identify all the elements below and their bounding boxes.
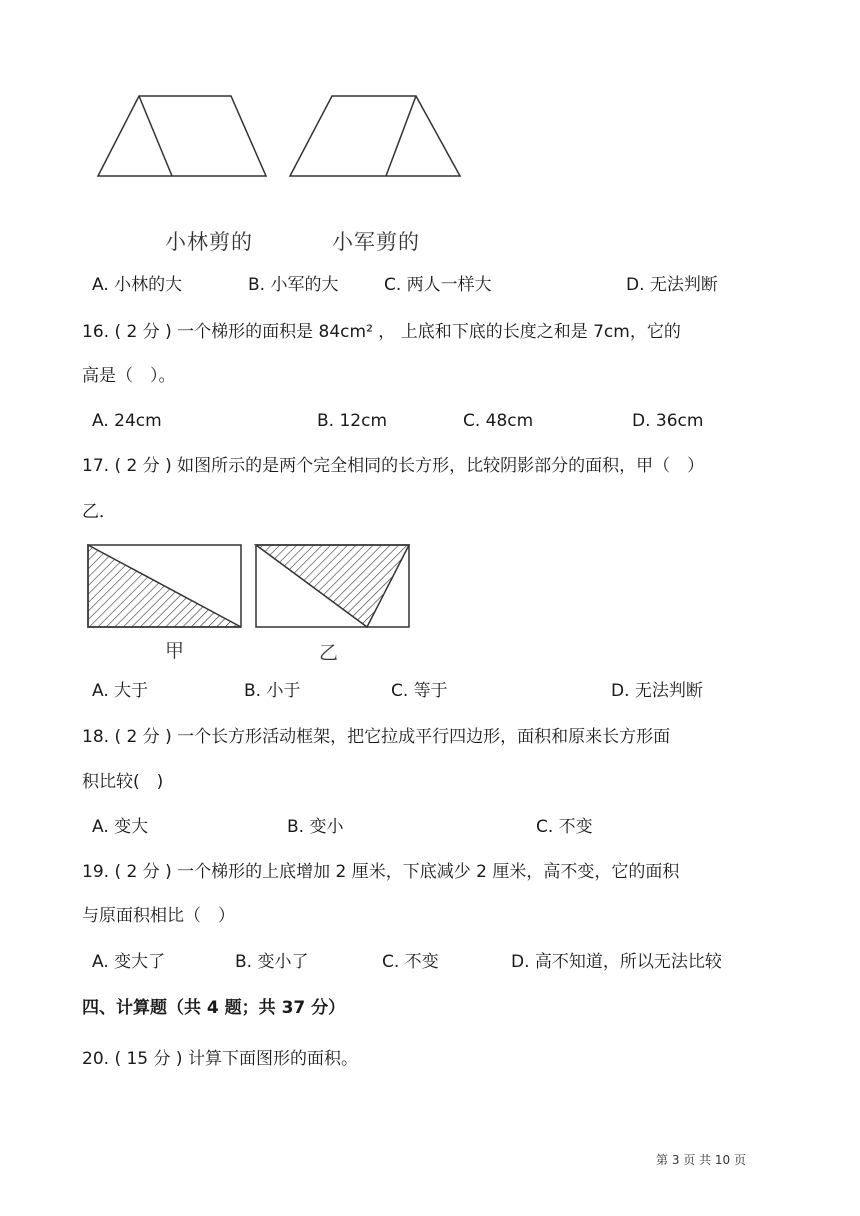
- rectangle-figure-yi: [255, 544, 415, 634]
- rectangle-figure-jia: [87, 544, 247, 634]
- q17-option-d: D. 无法判断: [611, 681, 703, 701]
- caption-xiaojun: 小军剪的: [332, 230, 420, 254]
- q18-option-a: A. 变大: [92, 817, 149, 837]
- q15-option-c: C. 两人一样大: [384, 275, 492, 295]
- q16-stem-line1: 16. ( 2 分 ) 一个梯形的面积是 84cm² ， 上底和下底的长度之和是 7cm，它的: [82, 322, 681, 342]
- q20-stem-line1: 20. ( 15 分 ) 计算下面图形的面积。: [82, 1049, 358, 1069]
- q15-option-b: B. 小军的大: [248, 275, 339, 295]
- q16-option-a: A. 24cm: [92, 411, 162, 431]
- section-heading: 四、计算题（共 4 题；共 37 分）: [82, 998, 346, 1018]
- q17-option-a: A. 大于: [92, 681, 149, 701]
- q18-option-c: C. 不变: [536, 817, 593, 837]
- q15-option-d: D. 无法判断: [626, 275, 718, 295]
- q18-option-b: B. 变小: [287, 817, 344, 837]
- q19-stem-line2: 与原面积相比（ ）: [82, 906, 235, 926]
- q16-option-c: C. 48cm: [463, 411, 534, 431]
- q17-stem-line2: 乙．: [82, 502, 116, 522]
- label-jia: 甲: [165, 640, 186, 662]
- q18-stem-line1: 18. ( 2 分 ) 一个长方形活动框架，把它拉成平行四边形，面积和原来长方形面: [82, 727, 671, 747]
- q19-stem-line1: 19. ( 2 分 ) 一个梯形的上底增加 2 厘米，下底减少 2 厘米，高不变，它的面积: [82, 862, 680, 882]
- trapezoid-figure-xiaojun: [288, 94, 468, 184]
- q16-option-b: B. 12cm: [317, 411, 388, 431]
- trapezoid-figure-xiaolin: [95, 94, 275, 184]
- caption-xiaolin: 小林剪的: [165, 230, 253, 254]
- q18-stem-line2: 积比较( ): [82, 772, 164, 792]
- q19-option-c: C. 不变: [382, 952, 439, 972]
- q15-option-a: A. 小林的大: [92, 275, 183, 295]
- q16-option-d: D. 36cm: [632, 411, 704, 431]
- q19-option-a: A. 变大了: [92, 952, 166, 972]
- q19-option-d: D. 高不知道，所以无法比较: [511, 952, 722, 972]
- label-yi: 乙: [319, 642, 340, 664]
- q17-option-c: C. 等于: [391, 681, 448, 701]
- page-number: 第 3 页 共 10 页: [656, 1153, 746, 1167]
- q16-stem-line2: 高是（ ）。: [82, 366, 176, 386]
- q17-option-b: B. 小于: [244, 681, 301, 701]
- q19-option-b: B. 变小了: [235, 952, 309, 972]
- q17-stem-line1: 17. ( 2 分 ) 如图所示的是两个完全相同的长方形，比较阴影部分的面积，甲（ ）: [82, 456, 705, 476]
